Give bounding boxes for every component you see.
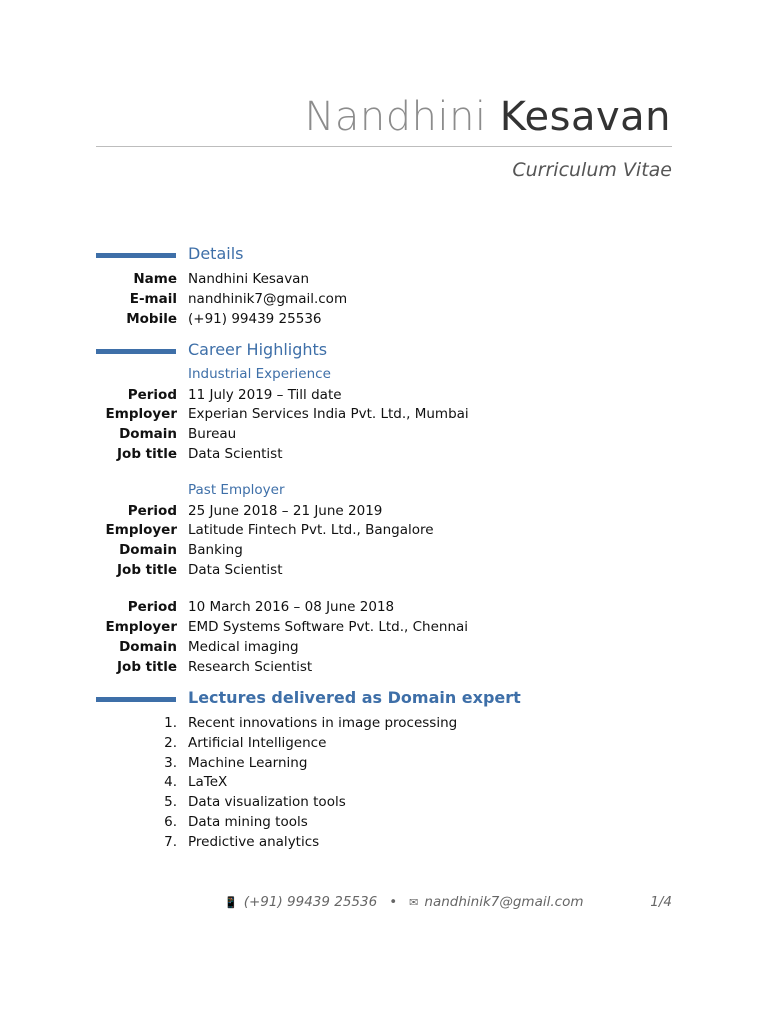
row-value: Nandhini Kesavan bbox=[188, 271, 310, 287]
row-value: Medical imaging bbox=[188, 639, 299, 655]
detail-row-name bbox=[0, 269, 768, 289]
section-title-career: Career Highlights bbox=[188, 340, 328, 359]
career-row bbox=[0, 597, 768, 617]
list-number: 6. bbox=[164, 814, 177, 830]
detail-row-mobile bbox=[0, 309, 768, 329]
row-label: Employer bbox=[105, 522, 177, 538]
section-bar-career bbox=[96, 349, 176, 354]
section-title-details: Details bbox=[188, 244, 244, 263]
section-bar-details bbox=[96, 253, 176, 258]
row-label: Domain bbox=[119, 542, 177, 558]
list-text: Data mining tools bbox=[188, 814, 308, 830]
email-value[interactable]: nandhinik7@gmail.com bbox=[188, 291, 348, 307]
row-value: Banking bbox=[188, 542, 243, 558]
row-value: Research Scientist bbox=[188, 659, 313, 675]
row-label: Period bbox=[127, 503, 177, 519]
list-number: 7. bbox=[164, 834, 177, 850]
detail-row-email bbox=[0, 289, 768, 309]
row-value: 25 June 2018 – 21 June 2019 bbox=[188, 503, 383, 519]
list-item bbox=[0, 713, 768, 733]
footer-separator: • bbox=[389, 894, 398, 910]
career-row bbox=[0, 637, 768, 657]
list-text: LaTeX bbox=[188, 774, 228, 790]
header-divider bbox=[96, 146, 672, 147]
section-bar-lectures bbox=[96, 697, 176, 702]
row-value: Data Scientist bbox=[188, 562, 283, 578]
career-row bbox=[0, 520, 768, 540]
row-value: (+91) 99439 25536 bbox=[188, 311, 322, 327]
list-item bbox=[0, 772, 768, 792]
career-row bbox=[0, 444, 768, 464]
career-row bbox=[0, 385, 768, 405]
row-value: Bureau bbox=[188, 426, 237, 442]
career-row bbox=[0, 657, 768, 677]
row-label: Name bbox=[133, 271, 177, 287]
list-text: Data visualization tools bbox=[188, 794, 346, 810]
row-label: Domain bbox=[119, 639, 177, 655]
footer-email[interactable]: nandhinik7@gmail.com bbox=[424, 894, 584, 910]
list-text: Machine Learning bbox=[188, 755, 308, 771]
page-subtitle: Curriculum Vitae bbox=[512, 159, 672, 181]
page-number: 1/4 bbox=[650, 894, 672, 910]
page-title bbox=[304, 94, 671, 140]
career-row bbox=[0, 540, 768, 560]
career-row bbox=[0, 560, 768, 580]
row-label: Employer bbox=[105, 406, 177, 422]
list-number: 2. bbox=[164, 735, 177, 751]
row-label: Period bbox=[127, 599, 177, 615]
list-number: 5. bbox=[164, 794, 177, 810]
list-text: Predictive analytics bbox=[188, 834, 320, 850]
list-item bbox=[0, 792, 768, 812]
row-label: Job title bbox=[117, 562, 177, 578]
list-item bbox=[0, 753, 768, 773]
row-label: E-mail bbox=[129, 291, 177, 307]
row-value: 11 July 2019 – Till date bbox=[188, 387, 342, 403]
career-row bbox=[0, 424, 768, 444]
list-number: 1. bbox=[164, 715, 177, 731]
list-number: 4. bbox=[164, 774, 177, 790]
row-value: Experian Services India Pvt. Ltd., Mumbai bbox=[188, 406, 469, 422]
first-name: Nandhini bbox=[304, 94, 487, 140]
list-item bbox=[0, 832, 768, 852]
row-value: EMD Systems Software Pvt. Ltd., Chennai bbox=[188, 619, 469, 635]
row-label: Period bbox=[127, 387, 177, 403]
footer-contact bbox=[224, 892, 583, 913]
row-label: Domain bbox=[119, 426, 177, 442]
list-item bbox=[0, 812, 768, 832]
row-value: 10 March 2016 – 08 June 2018 bbox=[188, 599, 395, 615]
row-label: Employer bbox=[105, 619, 177, 635]
list-text: Recent innovations in image processing bbox=[188, 715, 458, 731]
row-label: Job title bbox=[117, 446, 177, 462]
section-title-lectures: Lectures delivered as Domain expert bbox=[188, 688, 521, 707]
career-row bbox=[0, 501, 768, 521]
subheading-past-employer: Past Employer bbox=[188, 482, 285, 498]
last-name: Kesavan bbox=[499, 94, 671, 140]
footer-phone: (+91) 99439 25536 bbox=[243, 894, 378, 910]
subheading-industrial: Industrial Experience bbox=[188, 366, 331, 382]
mobile-phone-icon: 📱 bbox=[224, 896, 238, 909]
career-row bbox=[0, 617, 768, 637]
list-text: Artificial Intelligence bbox=[188, 735, 327, 751]
row-value: Data Scientist bbox=[188, 446, 283, 462]
career-row bbox=[0, 404, 768, 424]
row-value: Latitude Fintech Pvt. Ltd., Bangalore bbox=[188, 522, 434, 538]
row-label: Mobile bbox=[126, 311, 177, 327]
envelope-icon: ✉ bbox=[409, 896, 419, 909]
list-item bbox=[0, 733, 768, 753]
page-footer bbox=[0, 892, 768, 912]
row-label: Job title bbox=[117, 659, 177, 675]
list-number: 3. bbox=[164, 755, 177, 771]
